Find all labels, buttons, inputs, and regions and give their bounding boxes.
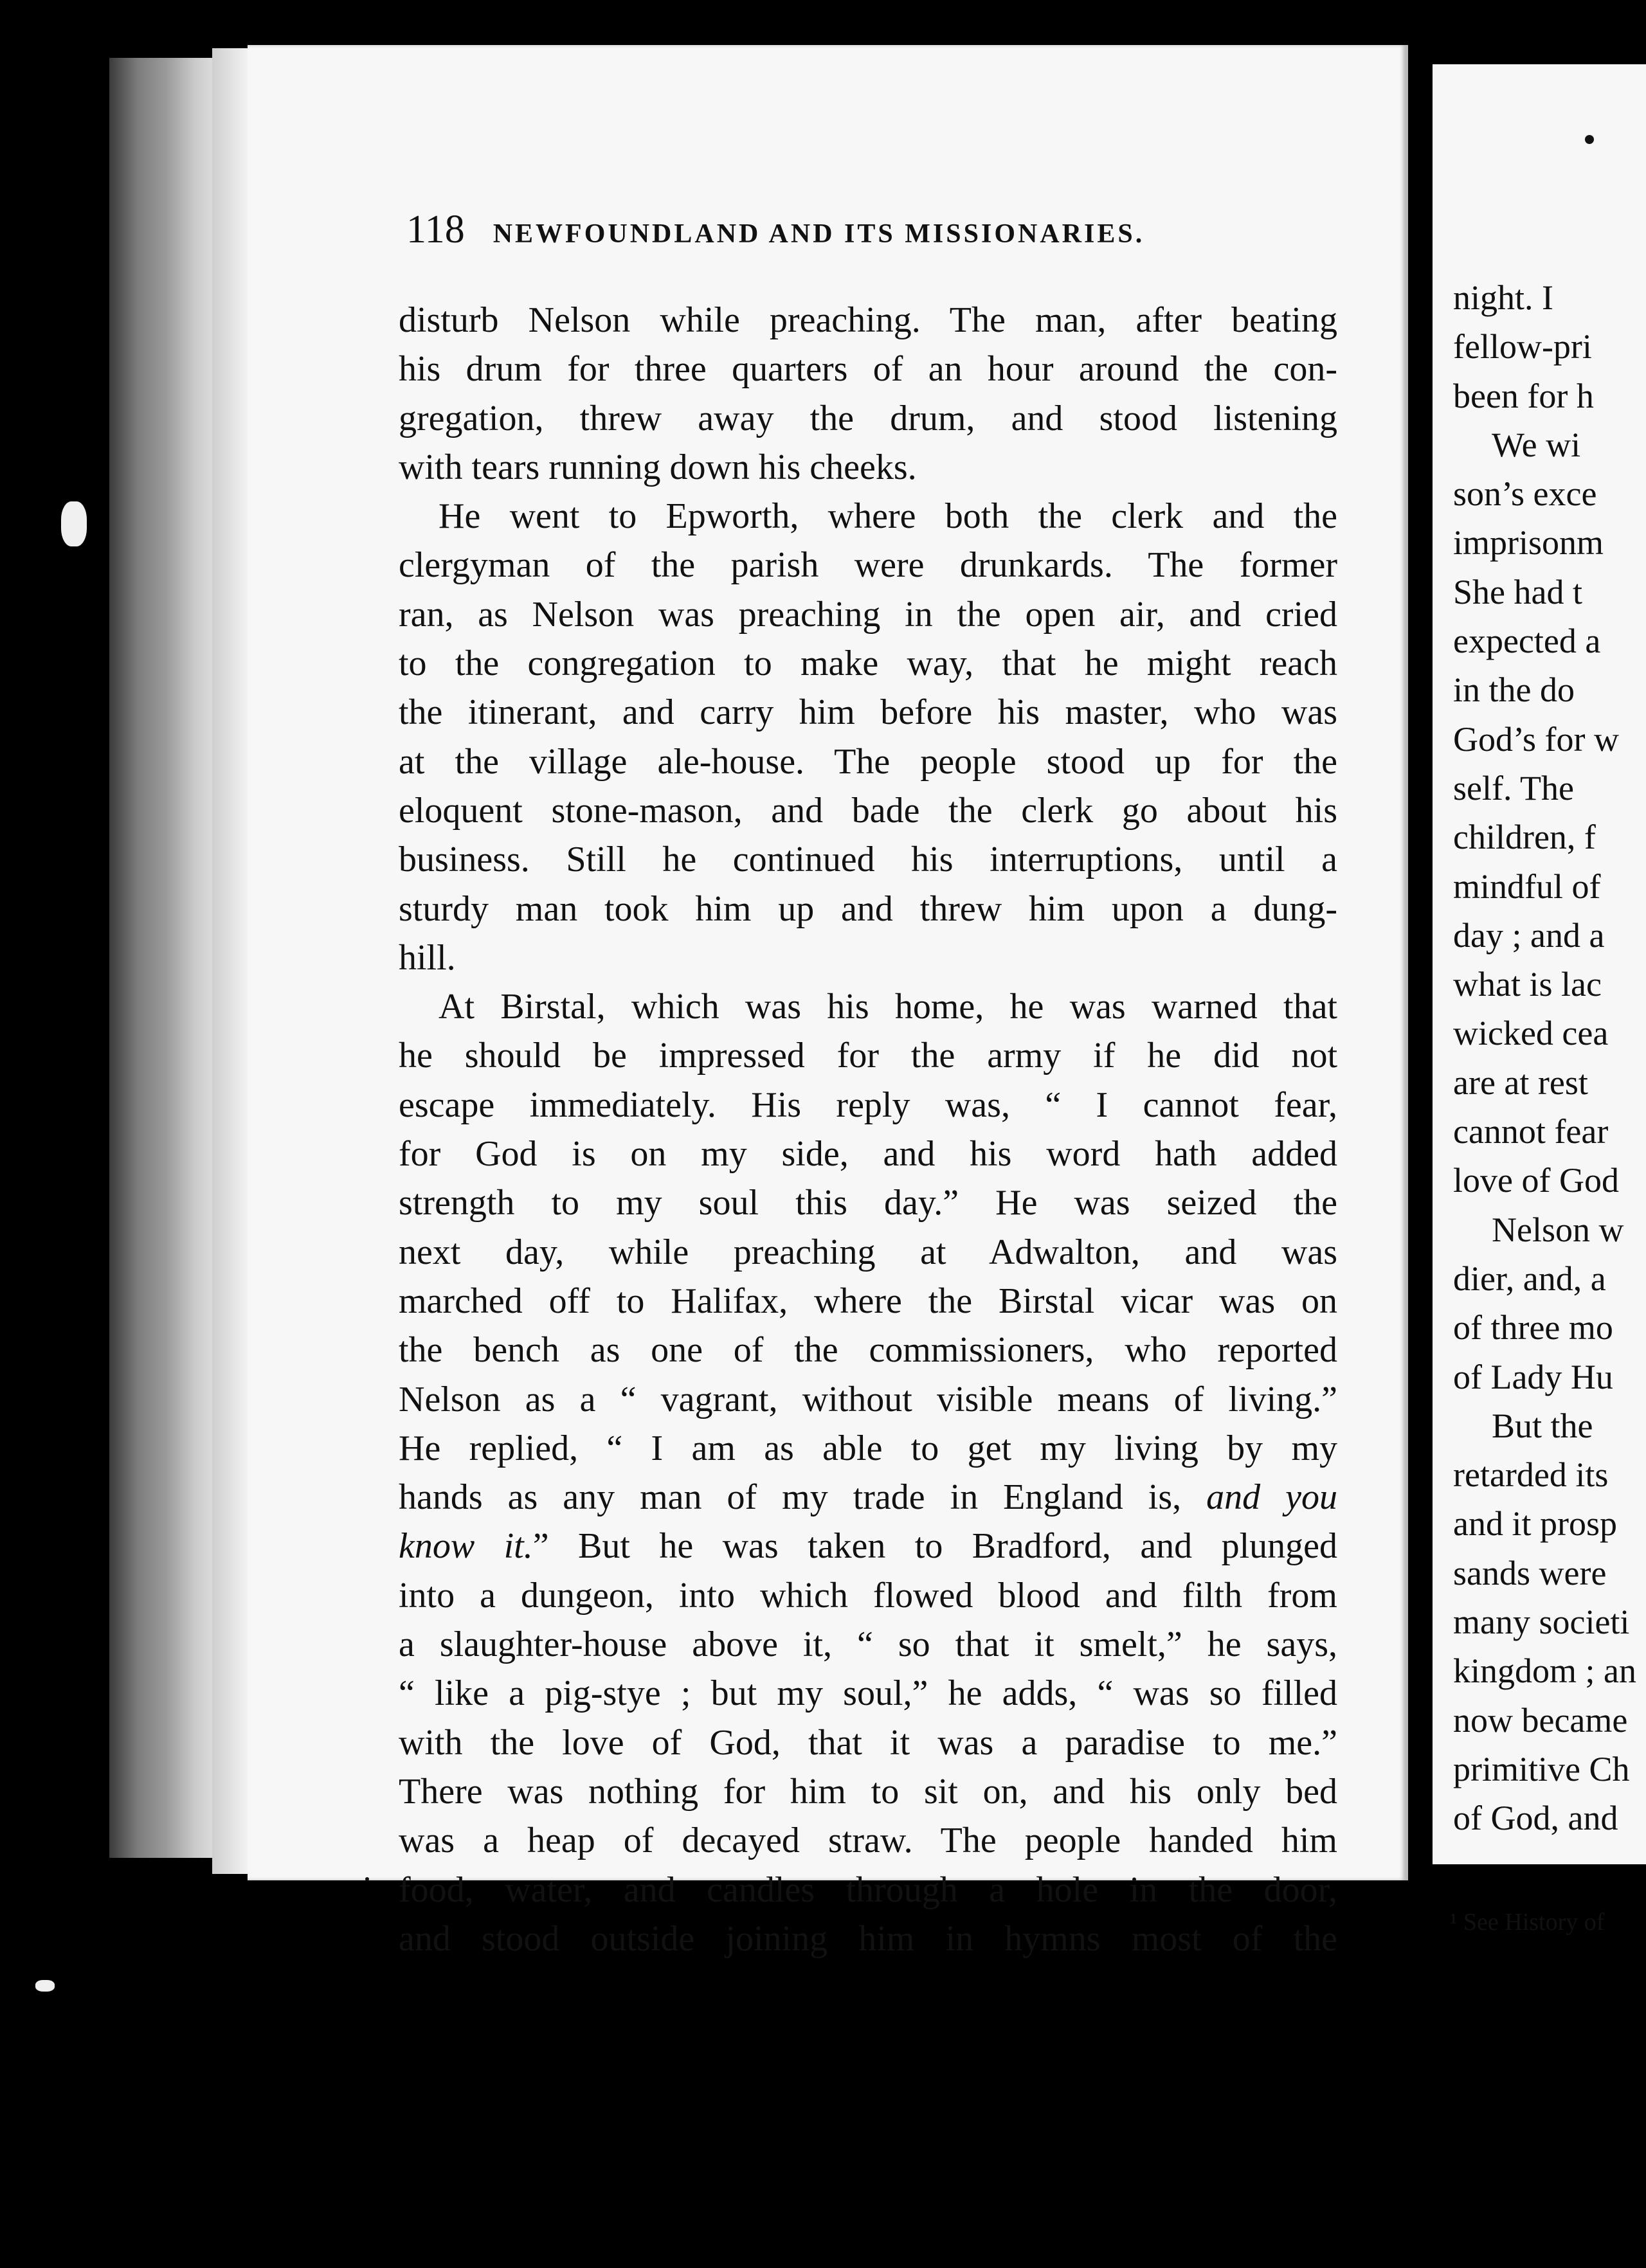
facing-line: of Lady Hu (1453, 1357, 1613, 1396)
facing-line: But the (1492, 1406, 1593, 1445)
text-line: Nelson as a “ vagrant, without visible means of living.” (399, 1379, 1337, 1419)
facing-line: kingdom ; an (1453, 1652, 1636, 1691)
text-line: and stood outside joining him in hymns most of the (399, 1918, 1337, 1959)
facing-line: are at rest (1453, 1063, 1588, 1102)
facing-line: now became (1453, 1700, 1628, 1740)
facing-line: expected a (1453, 622, 1601, 661)
text-line: to the congregation to make way, that he might reach (399, 644, 1337, 684)
body-text (399, 296, 1337, 1963)
text-line: into a dungeon, into which flowed blood and filth from (399, 1575, 1337, 1616)
text-line: There was nothing for him to sit on, and his only bed (399, 1771, 1337, 1812)
facing-line: Nelson w (1492, 1210, 1624, 1249)
facing-footnote: ¹ See History of (1450, 1909, 1605, 1936)
text-line: he should be impressed for the army if he did not (399, 1036, 1337, 1076)
paragraph-start-line: At Birstal, which was his home, he was warned that (439, 987, 1337, 1027)
text-fragment: ” But he was taken to Bradford, and plunged (532, 1526, 1338, 1567)
text-line: strength to my soul this day.” He was seized the (399, 1183, 1337, 1223)
facing-line: children, f (1453, 818, 1596, 857)
text-line: his drum for three quarters of an hour around the con- (399, 349, 1337, 390)
text-line: next day, while preaching at Adwalton, and was (399, 1232, 1337, 1272)
facing-line: day ; and a (1453, 915, 1605, 955)
text-fragment: hands as any man of my trade in England is, (399, 1477, 1182, 1518)
text-line: gregation, threw away the drum, and stood listening (399, 398, 1337, 438)
text-line: eloquent stone-mason, and bade the clerk go about his (399, 790, 1337, 831)
running-head-title: NEWFOUNDLAND AND ITS MISSIONARIES. (493, 219, 1145, 249)
text-line: with tears running down his cheeks. (399, 447, 917, 487)
text-line: sturdy man took him up and threw him upon a dung- (399, 888, 1337, 929)
text-line: a slaughter-house above it, “ so that it smelt,” he says, (399, 1625, 1337, 1665)
text-line: escape immediately. His reply was, “ I cannot fear, (399, 1084, 1337, 1125)
facing-line: what is lac (1453, 965, 1602, 1004)
facing-line: primitive Ch (1453, 1749, 1630, 1788)
text-line: hill. (399, 937, 456, 978)
text-line: with the love of God, that it was a paradise to me.” (399, 1722, 1337, 1763)
text-line: food, water, and candles through a hole in the door, (399, 1869, 1337, 1910)
facing-line: retarded its (1453, 1455, 1609, 1495)
scan-smudge (61, 501, 87, 546)
text-line: marched off to Halifax, where the Birstal vicar was on (399, 1281, 1337, 1321)
text-line: clergyman of the parish were drunkards. The former (399, 545, 1337, 586)
facing-line: many societi (1453, 1603, 1630, 1642)
facing-line: of three mo (1453, 1308, 1613, 1347)
text-line (399, 1522, 1337, 1571)
facing-line: and it prosp (1453, 1504, 1617, 1544)
facing-line: God’s for w (1453, 719, 1619, 759)
text-line-with-italic (399, 1473, 1337, 1522)
italic-fragment: and you (1206, 1477, 1338, 1518)
text-line: was a heap of decayed straw. The people handed him (399, 1821, 1337, 1861)
facing-line: She had t (1453, 572, 1582, 611)
text-line: ran, as Nelson was preaching in the open air, and cried (399, 594, 1337, 634)
text-line: “ like a pig-stye ; but my soul,” he adds, “ was so filled (399, 1673, 1337, 1714)
page-edge-inner (212, 48, 251, 1874)
facing-line: of God, and (1453, 1799, 1618, 1838)
facing-line: self. The (1453, 768, 1574, 807)
facing-page-text (1453, 273, 1646, 1843)
page-number: 118 (406, 208, 465, 251)
text-line: the bench as one of the commissioners, who reported (399, 1330, 1337, 1371)
facing-line: imprisonm (1453, 523, 1604, 562)
facing-line: son’s exce (1453, 474, 1597, 514)
text-line: for God is on my side, and his word hath added (399, 1134, 1337, 1174)
scan-smudge (35, 1980, 55, 1992)
facing-line: We wi (1492, 425, 1581, 464)
text-line: business. Still he continued his interruptions, until a (399, 840, 1337, 880)
text-line: the itinerant, and carry him before his master, who was (399, 692, 1337, 733)
scan-speck (1585, 135, 1594, 144)
italic-fragment: know it. (399, 1526, 533, 1567)
text-line: disturb Nelson while preaching. The man, after beating (399, 300, 1337, 340)
facing-line: mindful of (1453, 867, 1601, 906)
facing-line: dier, and, a (1453, 1259, 1606, 1298)
facing-line: cannot fear (1453, 1112, 1609, 1151)
text-line: He replied, “ I am as able to get my living by my (399, 1428, 1337, 1468)
paragraph-start-line: He went to Epworth, where both the clerk and the (439, 496, 1337, 537)
facing-line: night. I (1453, 278, 1553, 317)
running-head (406, 207, 1216, 253)
facing-line: been for h (1453, 376, 1594, 415)
facing-line: sands were (1453, 1553, 1607, 1592)
text-line: at the village ale-house. The people stood up for the (399, 741, 1337, 782)
facing-line: wicked cea (1453, 1014, 1609, 1053)
facing-line: in the do (1453, 670, 1575, 710)
facing-line: love of God (1453, 1161, 1619, 1200)
facing-line: fellow-pri (1453, 327, 1592, 366)
scan-speck (365, 1877, 369, 1881)
